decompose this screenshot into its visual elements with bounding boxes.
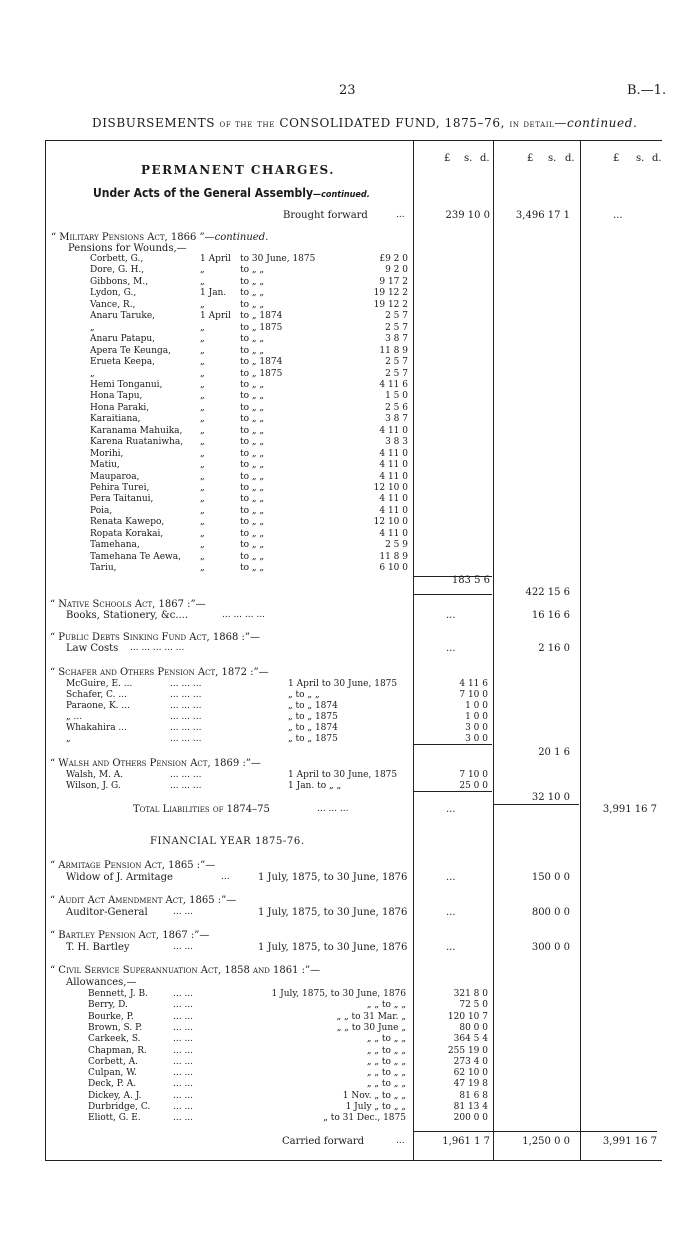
bartley-dots: ... ... (173, 942, 194, 952)
pension-from: „ (200, 448, 205, 459)
schafer-heading: “ Schafer and Others Pension Act, 1872 :”— (50, 667, 269, 678)
pension-amount: 4 11 0 (379, 460, 408, 471)
row-leader-dots: ... ... ... (170, 734, 202, 744)
pensioner-name: Durbridge, C. (88, 1102, 151, 1112)
row-leader-dots: ... ... (173, 1011, 194, 1022)
walsh-rule (414, 791, 492, 792)
pension-from: „ (200, 379, 205, 390)
pensioner-name: Renata Kawepo, (90, 517, 165, 528)
carried-forward-c2: 1,250 0 0 (522, 1136, 570, 1147)
pension-from: „ (200, 357, 205, 368)
pension-from: „ (200, 494, 205, 505)
pensioner-name: Apera Te Keunga, (90, 345, 171, 356)
col-divider-3 (580, 140, 581, 1161)
pensioner-name: Dore, G. H., (90, 265, 145, 276)
pension-to: to „ „ (240, 276, 265, 287)
pension-to: to „ „ (240, 563, 265, 574)
pension-to: to „ „ (240, 448, 265, 459)
allowance-amount: 321 8 0 (453, 989, 488, 999)
total-liabilities-c1: ... (446, 804, 456, 815)
pensioner-name: Anaru Taruke, (90, 311, 156, 322)
walsh-total-rule (494, 804, 579, 805)
pensioner-name: Lydon, G., (90, 288, 137, 299)
pensioner-name: Corbett, A. (88, 1056, 139, 1067)
native-schools-dots: ... ... ... ... (222, 610, 265, 620)
pension-period: 1 April to 30 June, 1875 (288, 679, 398, 689)
military-subheading: Pensions for Wounds,— (68, 243, 187, 254)
pension-amount: 1 5 0 (385, 391, 408, 402)
total-liabilities-c3: 3,991 16 7 (602, 804, 657, 815)
document-title: DISBURSEMENTS of the the CONSOLIDATED FUND, 1875–76, in detail—continued. (92, 116, 638, 130)
pension-to: to 30 June, 1875 (240, 254, 316, 264)
allowance-period: 1 Nov. „ to „ „ (342, 1090, 406, 1101)
pension-period: „ to „ 1874 (288, 701, 338, 711)
pension-from: 1 April (200, 311, 231, 322)
public-debts-item: Law Costs (66, 643, 119, 654)
col1-pence: d. (480, 153, 490, 164)
pensioner-name: Vance, R., (90, 299, 136, 310)
audit-heading: “ Audit Act Amendment Act, 1865 :”— (50, 895, 237, 906)
pensioner-name: „ ... (66, 712, 83, 722)
pension-from: „ (200, 414, 205, 425)
pensioner-name: „ (90, 368, 95, 379)
table-top-rule (45, 140, 662, 141)
pension-from: „ (200, 276, 205, 287)
pension-from: „ (200, 322, 205, 333)
row-leader-dots: ... ... ... (170, 712, 202, 722)
allowance-period: „ „ to „ „ (366, 1000, 406, 1011)
schafer-rule (414, 744, 492, 745)
pensioner-name: „ (66, 734, 71, 744)
total-liabilities-dots: ... ... ... (317, 804, 349, 814)
section-heading-permanent: PERMANENT CHARGES. (141, 163, 335, 177)
military-heading: “ Military Pensions Act, 1866 ”—continued. (51, 232, 269, 243)
pensioner-name: Bennett, J. B. (88, 989, 148, 999)
pensioner-name: Karaitiana, (90, 414, 141, 425)
brought-forward-c2: 3,496 17 1 (515, 210, 570, 221)
pension-from: „ (200, 483, 205, 493)
row-leader-dots: ... ... (173, 1045, 194, 1056)
pension-from: „ (200, 517, 205, 528)
pension-to: to „ „ (240, 299, 265, 310)
pensioner-name: Schafer, C. ... (66, 690, 127, 700)
military-total-c1: 183 5 6 (451, 575, 490, 586)
pension-from: „ (200, 425, 205, 436)
pension-from: „ (200, 334, 205, 345)
military-total-rule (414, 594, 492, 595)
pensioner-name: McGuire, E. ... (66, 679, 133, 689)
pension-period: „ to „ 1875 (288, 734, 338, 744)
col3-pounds: £ (613, 153, 620, 164)
pensioner-name: Ropata Korakai, (90, 528, 164, 539)
pension-amount: 12 10 0 (373, 483, 408, 493)
allowance-period: 1 July „ to „ „ (345, 1102, 406, 1112)
pensioner-name: Corbett, G., (90, 254, 144, 264)
pension-amount: £9 2 0 (379, 254, 408, 264)
row-leader-dots: ... ... (173, 1022, 194, 1033)
allowance-amount: 81 6 8 (459, 1090, 488, 1101)
pension-amount: 19 12 2 (373, 299, 408, 310)
pensioner-name: Matiu, (90, 460, 120, 471)
public-debts-heading: “ Public Debts Sinking Fund Act, 1868 :”— (50, 632, 261, 643)
pension-to: to „ „ (240, 414, 265, 425)
allowance-amount: 255 19 0 (447, 1045, 488, 1056)
pension-to: to „ „ (240, 265, 265, 276)
bartley-c2: 300 0 0 (531, 942, 570, 953)
brought-forward-dots: ... (396, 210, 405, 220)
pension-from: „ (200, 551, 205, 562)
pension-to: to „ „ (240, 379, 265, 390)
pensioner-name: Deck, P. A. (88, 1079, 137, 1090)
pension-to: to „ „ (240, 425, 265, 436)
allowance-period: „ „ to „ „ (366, 1045, 406, 1056)
pensioner-name: Tariu, (90, 563, 117, 574)
pension-amount: 7 10 0 (459, 770, 488, 780)
pension-from: „ (200, 460, 205, 471)
walsh-heading: “ Walsh and Others Pension Act, 1869 :”— (50, 758, 261, 769)
allowance-amount: 62 10 0 (453, 1068, 488, 1079)
public-debts-c2: 2 16 0 (538, 643, 570, 654)
native-schools-item: Books, Stationery, &c.... (66, 610, 189, 621)
total-liabilities-label: Total Liabilities of 1874–75 (133, 804, 270, 815)
pension-from: „ (200, 391, 205, 402)
bartley-c1: ... (446, 942, 456, 953)
pensioner-name: Hona Tapu, (90, 391, 143, 402)
pensioner-name: Erueta Keepa, (90, 357, 155, 368)
pension-from: „ (200, 345, 205, 356)
subheading-under-acts: Under Acts of the General Assembly—continued. (93, 186, 370, 200)
pension-to: to „ „ (240, 540, 265, 551)
pension-to: to „ „ (240, 551, 265, 562)
pension-amount: 6 10 0 (379, 563, 408, 574)
left-border (45, 140, 46, 1161)
pension-to: to „ „ (240, 391, 265, 402)
bartley-item: T. H. Bartley (66, 942, 130, 953)
pension-to: to „ „ (240, 494, 265, 505)
pension-amount: 4 11 0 (379, 505, 408, 516)
pension-amount: 2 5 7 (385, 368, 408, 379)
native-schools-c1: ... (446, 610, 456, 621)
row-leader-dots: ... ... (173, 1102, 194, 1112)
pensioner-name: Eliott, G. E. (88, 1113, 141, 1124)
public-debts-dots: ... ... ... ... ... (130, 643, 185, 653)
row-leader-dots: ... ... (173, 989, 194, 999)
allowance-amount: 364 5 4 (453, 1034, 488, 1045)
pension-from: „ (200, 437, 205, 448)
pension-amount: 11 8 9 (379, 345, 408, 356)
pensioner-name: Tamehana, (90, 540, 140, 551)
pension-from: „ (200, 528, 205, 539)
pension-amount: 9 17 2 (379, 276, 408, 287)
pension-amount: 4 11 0 (379, 448, 408, 459)
armitage-item: Widow of J. Armitage (66, 872, 173, 883)
pension-amount: 2 5 7 (385, 357, 408, 368)
schafer-total-c2: 20 1 6 (538, 747, 570, 758)
pension-from: „ (200, 299, 205, 310)
pension-from: „ (200, 505, 205, 516)
bartley-period: 1 July, 1875, to 30 June, 1876 (258, 942, 408, 953)
row-leader-dots: ... ... ... (170, 770, 202, 780)
pension-to: to „ „ (240, 402, 265, 413)
allowance-period: „ „ to „ „ (366, 1068, 406, 1079)
row-leader-dots: ... ... (173, 1068, 194, 1079)
row-leader-dots: ... ... (173, 1090, 194, 1101)
pensioner-name: Dickey, A. J. (88, 1090, 142, 1101)
pension-amount: 4 11 0 (379, 494, 408, 505)
audit-c1: ... (446, 907, 456, 918)
pension-amount: 2 5 9 (385, 540, 408, 551)
col2-pounds: £ (527, 153, 534, 164)
pension-from: 1 April (200, 254, 231, 264)
col2-shillings: s. (548, 153, 557, 164)
row-leader-dots: ... ... ... (170, 701, 202, 711)
pension-amount: 3 0 0 (465, 734, 488, 744)
pension-amount: 12 10 0 (373, 517, 408, 528)
carried-forward-rule (414, 1131, 657, 1132)
pension-from: „ (200, 368, 205, 379)
carried-forward-c1: 1,961 1 7 (442, 1136, 490, 1147)
pension-from: „ (200, 265, 205, 276)
pensioner-name: Pehira Turei, (90, 483, 150, 493)
armitage-period: 1 July, 1875, to 30 June, 1876 (258, 872, 408, 883)
pension-amount: 3 8 7 (385, 414, 408, 425)
pension-amount: 3 8 3 (385, 437, 408, 448)
pension-amount: 4 11 0 (379, 471, 408, 482)
col1-shillings: s. (464, 153, 473, 164)
allowance-amount: 72 5 0 (459, 1000, 488, 1011)
row-leader-dots: ... ... ... (170, 679, 202, 689)
pension-to: to „ 1874 (240, 311, 283, 322)
pension-to: to „ „ (240, 460, 265, 471)
pension-amount: 1 0 0 (465, 701, 488, 711)
pensioner-name: Gibbons, M., (90, 276, 149, 287)
pensioner-name: Culpan, W. (88, 1068, 137, 1079)
pensioner-name: Brown, S. P. (88, 1022, 143, 1033)
pension-to: to „ 1875 (240, 322, 283, 333)
allowance-amount: 80 0 0 (459, 1022, 488, 1033)
pensioner-name: Hemi Tonganui, (90, 379, 163, 390)
armitage-c1: ... (446, 872, 456, 883)
brought-forward-c3: ... (613, 210, 623, 221)
pensioner-name: Carkeek, S. (88, 1034, 141, 1045)
pensioner-name: Bourke, P. (88, 1011, 134, 1022)
pensioner-name: Walsh, M. A. (66, 770, 124, 780)
audit-dots: ... ... (173, 907, 194, 917)
pensioner-name: Anaru Patapu, (90, 334, 156, 345)
pension-amount: 3 0 0 (465, 723, 488, 733)
pension-period: „ to „ 1874 (288, 723, 338, 733)
allowance-period: „ „ to „ „ (366, 1034, 406, 1045)
pensioner-name: Pera Taitanui, (90, 494, 154, 505)
pension-amount: 4 11 0 (379, 425, 408, 436)
pensioner-name: Morihi, (90, 448, 124, 459)
pensioner-name: Wilson, J. G. (66, 781, 121, 791)
row-leader-dots: ... ... (173, 1034, 194, 1045)
pension-to: to „ „ (240, 483, 265, 493)
allowance-period: „ „ to „ „ (366, 1079, 406, 1090)
pension-to: to „ „ (240, 288, 265, 299)
row-leader-dots: ... ... (173, 1113, 194, 1124)
pension-to: to „ „ (240, 345, 265, 356)
armitage-c2: 150 0 0 (531, 872, 570, 883)
pensioner-name: Mauparoa, (90, 471, 140, 482)
brought-forward-label: Brought forward (283, 210, 368, 221)
allowance-period: 1 July, 1875, to 30 June, 1876 (271, 989, 406, 999)
row-leader-dots: ... ... (173, 1056, 194, 1067)
col2-pence: d. (565, 153, 575, 164)
col3-pence: d. (652, 153, 662, 164)
brought-forward-c1: 239 10 0 (445, 210, 490, 221)
carried-forward-label: Carried forward (282, 1136, 365, 1147)
allowance-amount: 47 19 8 (453, 1079, 488, 1090)
pension-period: „ to „ 1875 (288, 712, 338, 722)
row-leader-dots: ... ... (173, 1079, 194, 1090)
pension-to: to „ „ (240, 505, 265, 516)
pension-from: 1 Jan. (200, 288, 227, 299)
pension-amount: 4 11 0 (379, 528, 408, 539)
pension-from: „ (200, 563, 205, 574)
pension-amount: 7 10 0 (459, 690, 488, 700)
pension-amount: 4 11 6 (459, 679, 488, 689)
audit-period: 1 July, 1875, to 30 June, 1876 (258, 907, 408, 918)
allowance-period: „ to 31 Dec., 1875 (323, 1113, 406, 1124)
row-leader-dots: ... ... ... (170, 781, 202, 791)
pension-amount: 11 8 9 (379, 551, 408, 562)
col1-pounds: £ (444, 153, 451, 164)
public-debts-c1: ... (446, 643, 456, 654)
pension-period: 1 April to 30 June, 1875 (288, 770, 398, 780)
native-schools-heading: “ Native Schools Act, 1867 :”— (50, 599, 206, 610)
row-leader-dots: ... ... ... (170, 723, 202, 733)
pension-to: to „ „ (240, 517, 265, 528)
pension-amount: 19 12 2 (373, 288, 408, 299)
allowance-amount: 273 4 0 (453, 1056, 488, 1067)
allowance-amount: 200 0 0 (453, 1113, 488, 1124)
page-number: 23 (339, 83, 356, 98)
audit-c2: 800 0 0 (531, 907, 570, 918)
armitage-heading: “ Armitage Pension Act, 1865 :”— (50, 860, 216, 871)
pensioner-name: Chapman, R. (88, 1045, 147, 1056)
pensioner-name: „ (90, 322, 95, 333)
pension-period: 1 Jan. to „ „ (288, 781, 342, 791)
military-total-c2: 422 15 6 (525, 587, 570, 598)
allowance-period: „ „ to 30 June „ (336, 1022, 406, 1033)
pension-to: to „ „ (240, 528, 265, 539)
pension-to: to „ „ (240, 334, 265, 345)
pension-amount: 2 5 7 (385, 322, 408, 333)
allowance-period: „ „ to 31 Mar. „ (336, 1011, 406, 1022)
row-leader-dots: ... ... (173, 1000, 194, 1011)
audit-item: Auditor-General (66, 907, 148, 918)
pension-amount: 1 0 0 (465, 712, 488, 722)
pension-to: to „ „ (240, 471, 265, 482)
allowance-amount: 81 13 4 (453, 1102, 488, 1112)
pension-amount: 2 5 7 (385, 311, 408, 322)
pensioner-name: Hona Paraki, (90, 402, 150, 413)
pension-from: „ (200, 402, 205, 413)
pensioner-name: Berry, D. (88, 1000, 128, 1011)
civil-service-heading: “ Civil Service Superannuation Act, 1858 and 1861 :”— (50, 965, 321, 976)
row-leader-dots: ... ... ... (170, 690, 202, 700)
bartley-heading: “ Bartley Pension Act, 1867 :”— (50, 930, 210, 941)
pension-from: „ (200, 540, 205, 551)
carried-forward-c3: 3,991 16 7 (602, 1136, 657, 1147)
pension-from: „ (200, 471, 205, 482)
pensioner-name: Karena Ruataniwha, (90, 437, 184, 448)
civil-service-subheading: Allowances,— (66, 977, 137, 988)
pension-period: „ to „ „ (288, 690, 320, 700)
pension-amount: 3 8 7 (385, 334, 408, 345)
doc-reference: B.—1. (627, 83, 667, 98)
pensioner-name: Paraone, K. ... (66, 701, 130, 711)
walsh-total-c2: 32 10 0 (531, 792, 570, 803)
pension-amount: 9 2 0 (385, 265, 408, 276)
allowance-period: „ „ to „ „ (366, 1056, 406, 1067)
pension-to: to „ 1874 (240, 357, 283, 368)
table-bottom-rule (45, 1160, 662, 1161)
col3-shillings: s. (636, 153, 645, 164)
pension-amount: 2 5 6 (385, 402, 408, 413)
armitage-dots: ... (221, 872, 230, 882)
pension-amount: 4 11 6 (379, 379, 408, 390)
native-schools-c2: 16 16 6 (531, 610, 570, 621)
pension-amount: 25 0 0 (459, 781, 488, 791)
carried-forward-dots: ... (396, 1136, 405, 1146)
pensioner-name: Whakahira ... (66, 723, 128, 733)
pensioner-name: Poia, (90, 505, 113, 516)
pension-to: to „ „ (240, 437, 265, 448)
pensioner-name: Karanama Mahuika, (90, 425, 183, 436)
pensioner-name: Tamehana Te Aewa, (90, 551, 181, 562)
financial-year-heading: FINANCIAL YEAR 1875-76. (150, 836, 305, 847)
allowance-amount: 120 10 7 (447, 1011, 488, 1022)
pension-to: to „ 1875 (240, 368, 283, 379)
